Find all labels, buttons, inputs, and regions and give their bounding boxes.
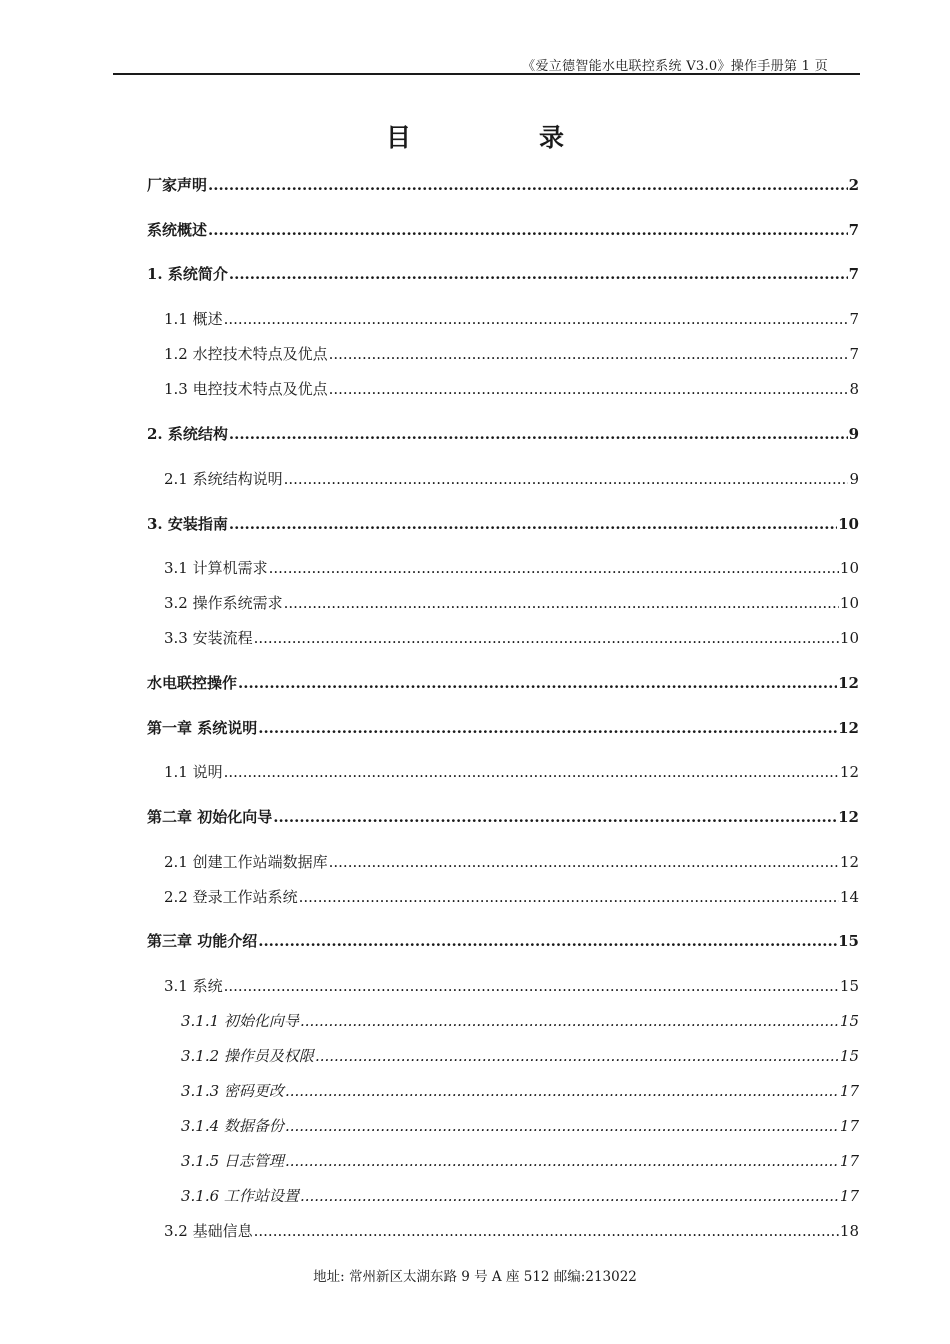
- toc-dot-leader: [329, 345, 849, 363]
- toc-entry[interactable]: [147, 343, 859, 363]
- toc-entry-page-number: 15: [838, 932, 859, 950]
- toc-entry-page-number: 10: [838, 515, 859, 533]
- page-footer: [0, 1265, 950, 1285]
- toc-entry-label: 1.2 水控技术特点及优点: [164, 345, 328, 363]
- toc-entry-label: 3.1.3 密码更改: [181, 1082, 284, 1100]
- toc-entry-label: 2.2 登录工作站系统: [164, 888, 298, 906]
- toc-entry-label: 3.1.5 日志管理: [181, 1152, 284, 1170]
- toc-entry-page-number: 10: [839, 559, 859, 577]
- toc-dot-leader: [300, 1012, 839, 1030]
- toc-entry-label: 水电联控操作: [147, 674, 238, 692]
- toc-entry-page-number: 12: [839, 853, 859, 871]
- header-document-title: 《爱立德智能水电联控系统 V3.0》操作手册: [522, 59, 784, 74]
- toc-dot-leader: [329, 380, 849, 398]
- toc-entry[interactable]: [147, 513, 859, 533]
- toc-entry[interactable]: [147, 627, 859, 647]
- toc-entry[interactable]: [147, 423, 859, 443]
- toc-entry-page-number: 15: [839, 1047, 859, 1065]
- toc-entry-page-number: 18: [839, 1222, 859, 1240]
- toc-entry-page-number: 9: [848, 425, 859, 443]
- toc-entry[interactable]: [147, 557, 859, 577]
- toc-dot-leader: [285, 1117, 839, 1135]
- toc-title-char-1: 目: [385, 123, 411, 152]
- toc-entry-label: 1. 系统简介: [147, 265, 228, 283]
- toc-entry-label: 2.1 系统结构说明: [164, 470, 283, 488]
- toc-entry-page-number: 12: [838, 674, 859, 692]
- toc-dot-leader: [258, 932, 837, 950]
- toc-entry[interactable]: [147, 468, 859, 488]
- toc-dot-leader: [285, 1152, 839, 1170]
- toc-dot-leader: [284, 470, 849, 488]
- toc-dot-leader: [229, 425, 848, 443]
- toc-entry-label: 3.3 安装流程: [164, 629, 253, 647]
- toc-entry-label: 2. 系统结构: [147, 425, 228, 443]
- toc-entry-page-number: 12: [838, 808, 859, 826]
- toc-entry-page-number: 17: [839, 1082, 859, 1100]
- toc-entry-label: 3.1.2 操作员及权限: [181, 1047, 314, 1065]
- toc-entry[interactable]: [147, 1010, 859, 1030]
- toc-entry-page-number: 7: [848, 221, 859, 239]
- toc-entry-label: 1.1 概述: [164, 310, 223, 328]
- toc-entry[interactable]: [147, 717, 859, 737]
- toc-dot-leader: [315, 1047, 839, 1065]
- header-page-label: 第 1 页: [783, 59, 828, 74]
- toc-title-char-2: 录: [539, 123, 565, 152]
- toc-entry-label: 第一章 系统说明: [147, 719, 258, 737]
- toc-entry[interactable]: [147, 1045, 859, 1065]
- toc-dot-leader: [284, 594, 839, 612]
- toc-entry-page-number: 8: [849, 380, 859, 398]
- toc-entry-page-number: 17: [839, 1152, 859, 1170]
- toc-dot-leader: [224, 977, 839, 995]
- toc-entry[interactable]: [147, 308, 859, 328]
- toc-entry[interactable]: [147, 263, 859, 283]
- toc-entry-page-number: 7: [849, 345, 859, 363]
- toc-entry[interactable]: [147, 1185, 859, 1205]
- toc-entry-page-number: 14: [839, 888, 859, 906]
- toc-entry-label: 2.1 创建工作站端数据库: [164, 853, 328, 871]
- toc-entry[interactable]: [147, 378, 859, 398]
- toc-entry-page-number: 17: [839, 1117, 859, 1135]
- toc-entry-page-number: 17: [839, 1187, 859, 1205]
- toc-dot-leader: [285, 1082, 839, 1100]
- toc-entry[interactable]: [147, 761, 859, 781]
- toc-dot-leader: [208, 176, 848, 194]
- toc-dot-leader: [329, 853, 839, 871]
- toc-dot-leader: [299, 888, 839, 906]
- toc-entry[interactable]: [147, 886, 859, 906]
- toc-entry-page-number: 15: [839, 1012, 859, 1030]
- toc-entry-page-number: 2: [848, 176, 859, 194]
- toc-entry-page-number: 10: [839, 594, 859, 612]
- toc-entry[interactable]: [147, 219, 859, 239]
- toc-entry[interactable]: [147, 975, 859, 995]
- toc-entry-page-number: 7: [849, 310, 859, 328]
- toc-entry-label: 1.3 电控技术特点及优点: [164, 380, 328, 398]
- toc-dot-leader: [229, 265, 848, 283]
- toc-dot-leader: [254, 629, 839, 647]
- toc-entry[interactable]: [147, 851, 859, 871]
- toc-entry-page-number: 15: [839, 977, 859, 995]
- toc-entry-label: 3.1.4 数据备份: [181, 1117, 284, 1135]
- toc-entry[interactable]: [147, 1220, 859, 1240]
- toc-entry-label: 3.1.1 初始化向导: [181, 1012, 299, 1030]
- toc-dot-leader: [229, 515, 837, 533]
- toc-dot-leader: [269, 559, 839, 577]
- toc-entry-label: 3. 安装指南: [147, 515, 228, 533]
- toc-entry[interactable]: [147, 930, 859, 950]
- toc-entry-label: 3.1.6 工作站设置: [181, 1187, 299, 1205]
- toc-entry-page-number: 12: [838, 719, 859, 737]
- toc-entry[interactable]: [147, 1080, 859, 1100]
- toc-dot-leader: [258, 719, 837, 737]
- toc-dot-leader: [208, 221, 848, 239]
- toc-entry-label: 第三章 功能介绍: [147, 932, 258, 950]
- toc-entry-label: 1.1 说明: [164, 763, 223, 781]
- toc-entry[interactable]: [147, 672, 859, 692]
- toc-entry-label: 3.2 基础信息: [164, 1222, 253, 1240]
- toc-entry[interactable]: [147, 1115, 859, 1135]
- toc-dot-leader: [254, 1222, 839, 1240]
- footer-address: 地址: 常州新区太湖东路 9 号 A 座 512 邮编:213022: [313, 1269, 637, 1285]
- toc-entry-label: 第二章 初始化向导: [147, 808, 273, 826]
- toc-entry-page-number: 7: [848, 265, 859, 283]
- toc-entry-label: 3.2 操作系统需求: [164, 594, 283, 612]
- toc-entry-page-number: 9: [849, 470, 859, 488]
- toc-dot-leader: [224, 763, 839, 781]
- table-of-contents: [147, 0, 859, 1260]
- toc-entry-label: 3.1 计算机需求: [164, 559, 268, 577]
- toc-dot-leader: [273, 808, 837, 826]
- toc-entry[interactable]: [147, 174, 859, 194]
- toc-dot-leader: [238, 674, 837, 692]
- toc-entry-label: 厂家声明: [147, 176, 208, 194]
- toc-entry-page-number: 12: [839, 763, 859, 781]
- toc-entry-label: 3.1 系统: [164, 977, 223, 995]
- toc-entry[interactable]: [147, 1150, 859, 1170]
- toc-entry[interactable]: [147, 592, 859, 612]
- toc-entry[interactable]: [147, 806, 859, 826]
- toc-entry-page-number: 10: [839, 629, 859, 647]
- toc-dot-leader: [224, 310, 849, 328]
- toc-entry-label: 系统概述: [147, 221, 208, 239]
- toc-dot-leader: [300, 1187, 839, 1205]
